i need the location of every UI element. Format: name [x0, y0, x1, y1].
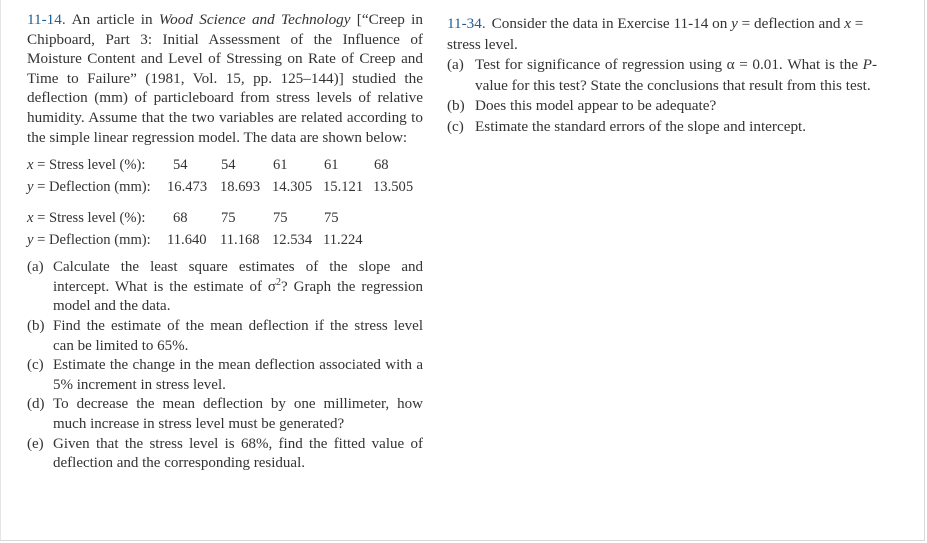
table-row-x1: x = Stress level (%): 54 54 61 61 68	[27, 157, 389, 174]
data-table	[27, 155, 423, 252]
table-cell: 54	[173, 157, 188, 174]
exercise-11-34-parts	[447, 55, 877, 137]
exercise-11-14-parts	[27, 258, 423, 474]
table-cell: 16.473	[167, 179, 208, 196]
table-row-x2: x = Stress level (%): 68 75 75 75	[27, 210, 339, 227]
part-a: (a) Test for significance of regression using α = 0.01. What is the P-value for this test? State the conclusions that result from this test.	[447, 56, 877, 94]
table-cell: 61	[324, 157, 339, 174]
table-cell: 12.534	[272, 232, 313, 249]
table-cell: 15.121	[323, 179, 364, 196]
part-c: (c) Estimate the standard errors of the slope and intercept.	[447, 117, 807, 135]
table-cell: 75	[221, 210, 236, 227]
table-cell: 68	[173, 210, 188, 227]
table-row-y1: y = Deflection (mm): 16.473 18.693 14.305 15.121 13.505	[27, 179, 414, 196]
table-cell: 61	[273, 157, 288, 174]
exercise-11-14	[27, 10, 423, 474]
exercise-11-34	[447, 14, 877, 137]
table-cell: 18.693	[220, 179, 261, 196]
part-b: (b) Find the estimate of the mean deflection if the stress level can be limited to 65%.	[27, 317, 423, 354]
exercise-number: 11-14.	[27, 11, 66, 28]
table-cell: 11.224	[323, 232, 363, 249]
table-row-y2: y = Deflection (mm): 11.640 11.168 12.534 11.224	[27, 232, 363, 249]
table-cell: 11.640	[167, 232, 207, 249]
part-e: (e) Given that the stress level is 68%, find the fitted value of deflection and the corresponding residual.	[27, 435, 423, 472]
table-cell: 75	[324, 210, 339, 227]
exercise-11-34-intro: 11-34. Consider the data in Exercise 11-14 on y = deflection and x = stress level.	[447, 15, 864, 53]
table-cell: 68	[374, 157, 389, 174]
part-b: (b) Does this model appear to be adequate?	[447, 97, 717, 114]
table-cell: 11.168	[220, 232, 260, 249]
part-a: (a) Calculate the least square estimates of the slope and intercept. What is the estimate of $\sigma^2$? Graph the regression model and the data.	[27, 259, 423, 315]
exercise-number: 11-34.	[447, 15, 486, 32]
table-cell: 75	[273, 210, 288, 227]
journal-title: Wood Science and Technology	[158, 11, 351, 28]
exercise-11-14-intro: 11-14. An article in Wood Science and Technology [“Creep in Chipboard, Part 3: Initial Assessment of the Influence of Moisture Content and Level of Stressing on Rate of Creep and Time to Failure” (1981, Vol. 15, pp. 125–144)] studied the deflection (mm) of particleboard from stress levels of relative humidity. Assume that the two variables are related according to the simple linear regression model. The data are shown below:	[27, 11, 423, 146]
table-cell: 14.305	[272, 179, 313, 196]
table-cell: 13.505	[373, 179, 414, 196]
part-c: (c) Estimate the change in the mean deflection associated with a 5% increment in stress level.	[27, 357, 423, 393]
table-cell: 54	[221, 157, 236, 174]
part-d: (d) To decrease the mean deflection by one millimeter, how much increase in stress level must be generated?	[27, 396, 423, 432]
